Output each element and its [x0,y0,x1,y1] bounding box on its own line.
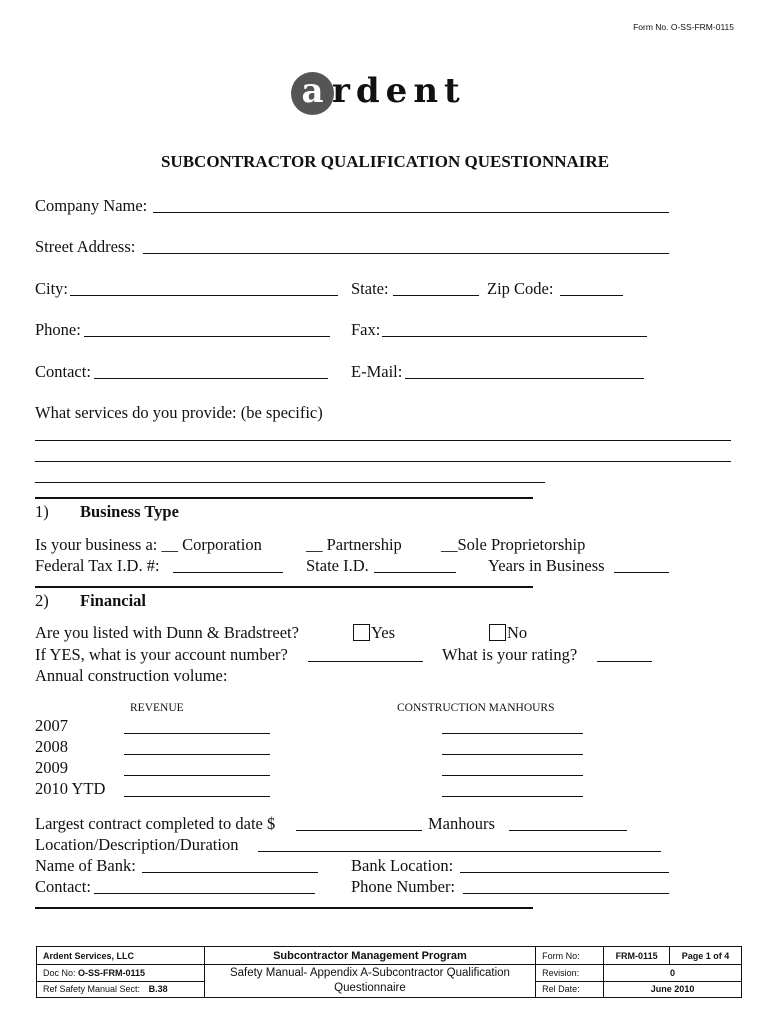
services-line-1[interactable] [35,440,731,441]
zip-code-label: Zip Code: [487,279,554,298]
years-in-business-label: Years in Business [488,556,605,575]
logo-wordmark: rdent [332,71,466,111]
footer-revision-label: Revision: [536,965,604,982]
federal-tax-id-field[interactable] [173,572,283,573]
year-label: 2008 [35,737,68,756]
state-id-label: State I.D. [306,556,369,575]
account-number-field[interactable] [308,661,423,662]
fax-field[interactable] [382,336,647,337]
state-field[interactable] [393,295,479,296]
no-label: No [507,623,528,642]
street-address-label: Street Address: [35,237,136,256]
street-address-field[interactable] [143,253,669,254]
manhours-field[interactable] [442,754,583,755]
bank-contact-field[interactable] [94,893,315,894]
revenue-header: REVENUE [130,702,184,714]
footer-doc-no-label: Doc No: [43,967,76,978]
phone-field[interactable] [84,336,330,337]
form-title: SUBCONTRACTOR QUALIFICATION QUESTIONNAIRE [160,152,610,171]
email-field[interactable] [405,378,644,379]
financial-number: 2) [35,591,49,610]
revenue-field[interactable] [124,733,270,734]
services-line-3[interactable] [35,482,545,483]
business-sole-proprietorship-option[interactable]: __Sole Proprietorship [441,535,586,554]
year-label: 2009 [35,758,68,777]
financial-heading: Financial [80,591,147,610]
footer-rel-date-label: Rel Date: [536,981,604,998]
footer-rel-date-value: June 2010 [604,981,742,998]
year-label: 2007 [35,716,68,735]
city-label: City: [35,279,69,298]
footer-page: Page 1 of 4 [670,947,742,965]
account-number-label: If YES, what is your account number? [35,645,288,664]
logo-letter-a: a [301,71,324,111]
bank-contact-label: Contact: [35,877,91,896]
dunn-bradstreet-question: Are you listed with Dunn & Bradstreet? [35,623,299,642]
revenue-field[interactable] [124,796,270,797]
fax-label: Fax: [351,320,381,339]
business-corporation-option[interactable]: Is your business a: __ Corporation [35,535,262,554]
bank-name-field[interactable] [142,872,318,873]
bank-location-field[interactable] [460,872,669,873]
footer-form-no-value: FRM-0115 [604,947,670,965]
location-description-label: Location/Description/Duration [35,835,239,854]
revenue-field[interactable] [124,754,270,755]
largest-manhours-field[interactable] [509,830,627,831]
bank-phone-field[interactable] [463,893,669,894]
yes-label: Yes [371,623,396,642]
business-type-heading: Business Type [80,502,179,521]
year-label: 2010 YTD [35,779,106,798]
services-line-2[interactable] [35,461,731,462]
company-name-field[interactable] [153,212,669,213]
federal-tax-id-label: Federal Tax I.D. #: [35,556,160,575]
state-id-field[interactable] [374,572,456,573]
section-divider [35,907,533,909]
location-description-field[interactable] [258,851,661,852]
footer-ref-section [37,981,205,998]
business-partnership-option[interactable]: __ Partnership [306,535,402,554]
contact-field[interactable] [94,378,328,379]
footer-revision-value: 0 [604,965,742,982]
section-divider [35,586,533,588]
largest-manhours-label: Manhours [428,814,495,833]
manhours-header: CONSTRUCTION MANHOURS [397,702,555,714]
yes-checkbox[interactable] [353,624,370,641]
business-type-number: 1) [35,502,49,521]
no-checkbox[interactable] [489,624,506,641]
form-number: Form No. O-SS-FRM-0115 [633,22,734,32]
zip-code-field[interactable] [560,295,623,296]
contact-label: Contact: [35,362,91,381]
city-field[interactable] [70,295,338,296]
email-label: E-Mail: [351,362,403,381]
footer-company: Ardent Services, LLC [37,947,205,965]
section-divider [35,497,533,499]
state-label: State: [351,279,389,298]
manhours-field[interactable] [442,796,583,797]
years-in-business-field[interactable] [614,572,669,573]
footer-doc-no-value: O-SS-FRM-0115 [78,967,146,978]
footer-ref-label: Ref Safety Manual Sect: [43,984,141,995]
footer-ref-value: B.38 [148,984,168,995]
footer-program: Subcontractor Management Program [204,947,535,965]
manhours-field[interactable] [442,733,583,734]
largest-contract-field[interactable] [296,830,422,831]
company-name-label: Company Name: [35,196,148,215]
services-label: What services do you provide: (be specific) [35,403,323,422]
bank-phone-label: Phone Number: [351,877,456,896]
revenue-field[interactable] [124,775,270,776]
bank-location-label: Bank Location: [351,856,454,875]
footer-manual: Safety Manual- Appendix A-Subcontractor Qualification Questionnaire [204,965,535,998]
manhours-field[interactable] [442,775,583,776]
largest-contract-label: Largest contract completed to date $ [35,814,276,833]
ardent-logo [291,72,491,118]
rating-field[interactable] [597,661,652,662]
phone-label: Phone: [35,320,81,339]
footer-form-no-label: Form No: [536,947,604,965]
bank-name-label: Name of Bank: [35,856,136,875]
document-footer-table [36,946,742,998]
footer-doc-no [37,965,205,982]
rating-label: What is your rating? [442,645,578,664]
annual-volume-label: Annual construction volume: [35,666,228,685]
